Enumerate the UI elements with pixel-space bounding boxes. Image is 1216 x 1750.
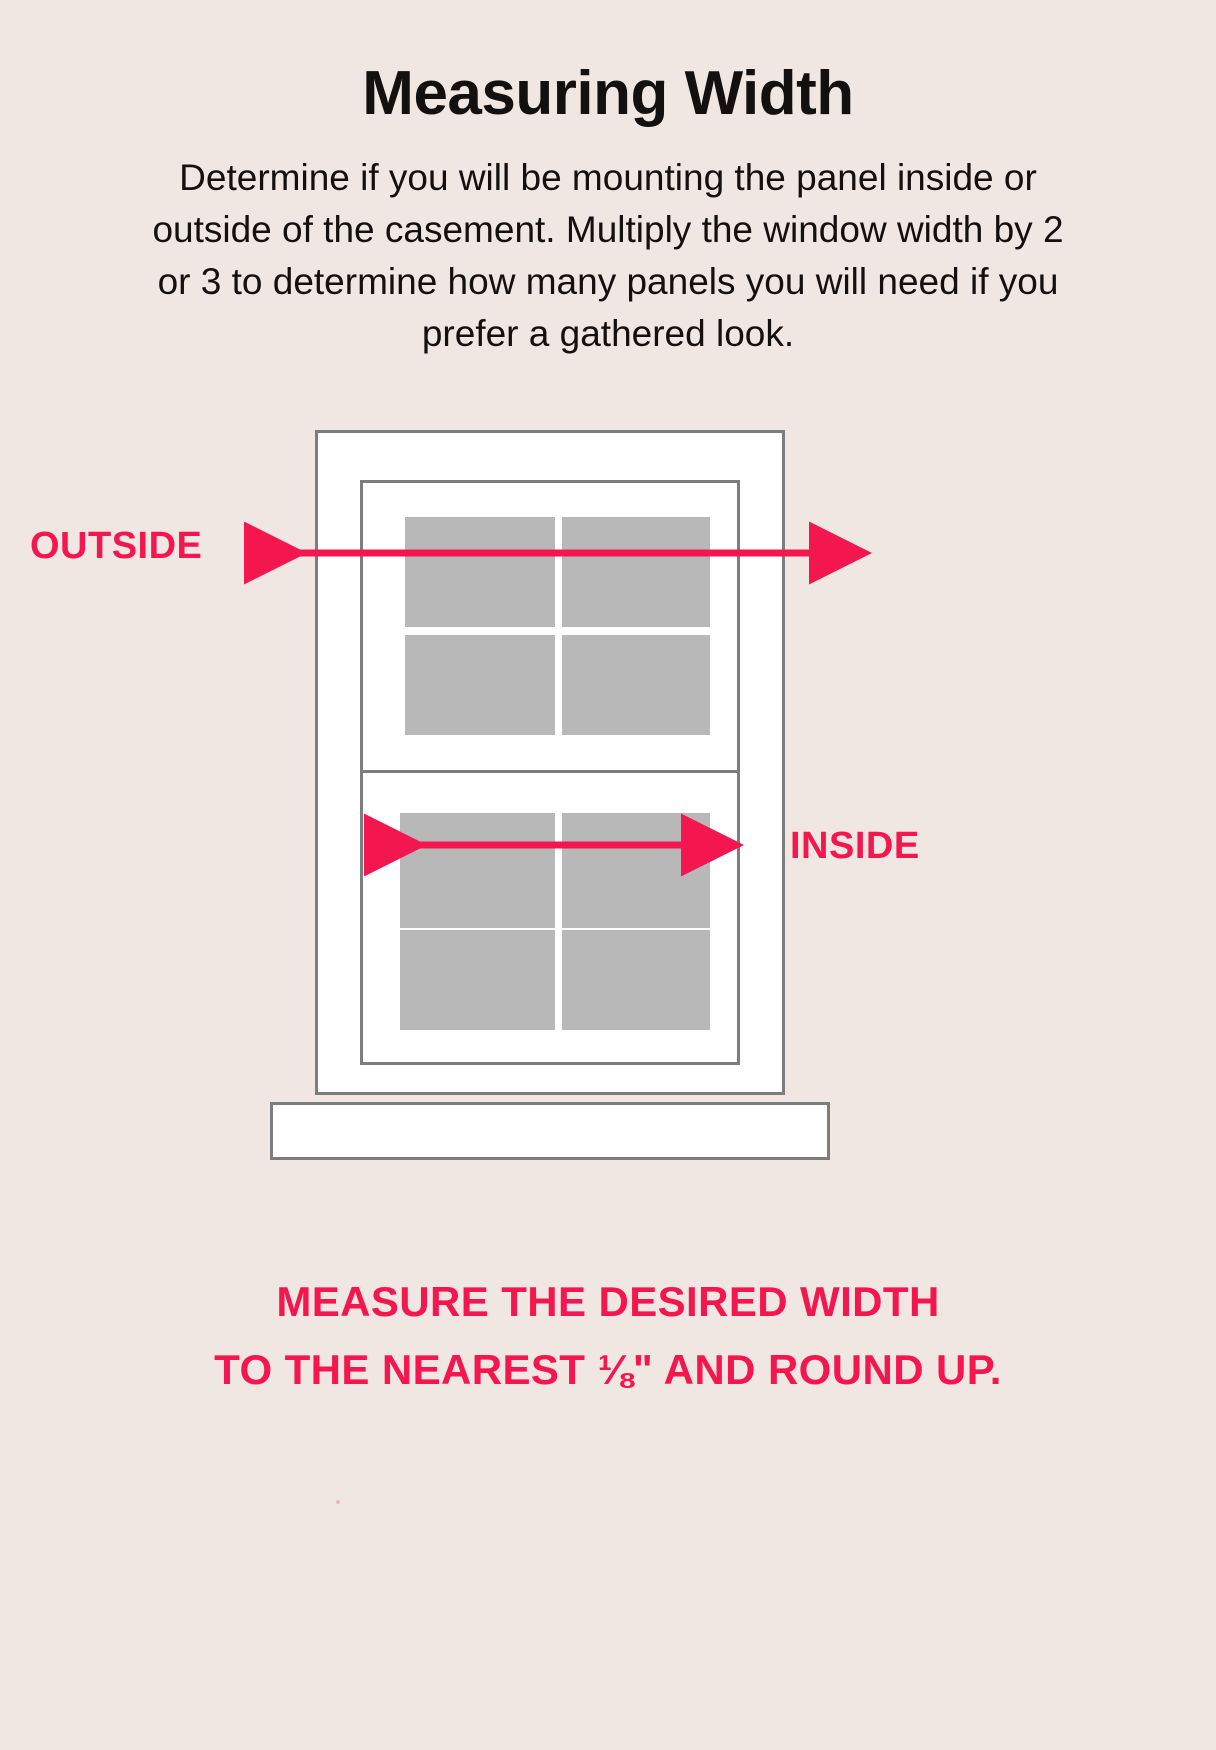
window-pane [562, 517, 710, 627]
sash-divider [360, 770, 740, 773]
window-diagram [270, 430, 870, 1170]
window-pane [562, 635, 710, 735]
window-pane [405, 517, 555, 627]
footer-line-2: TO THE NEAREST ⅛" AND ROUND UP. [214, 1346, 1002, 1393]
window-pane [562, 930, 710, 1030]
window-pane [562, 813, 710, 928]
page-title: Measuring Width [362, 59, 854, 128]
outside-label: OUTSIDE [30, 525, 203, 567]
window-pane [405, 635, 555, 735]
window-pane [400, 813, 555, 928]
inside-label: INSIDE [790, 825, 920, 867]
footer-line-1: MEASURE THE DESIRED WIDTH [276, 1278, 940, 1325]
footer-note [60, 1268, 1156, 1404]
decorative-dot [336, 1500, 340, 1504]
window-pane [400, 930, 555, 1030]
page-description: Determine if you will be mounting the panel inside or outside of the casement. Multiply the window width by 2 or 3 to determine how many panels you will need if you prefer a gathered look. [152, 157, 1064, 354]
window-sill [270, 1102, 830, 1160]
